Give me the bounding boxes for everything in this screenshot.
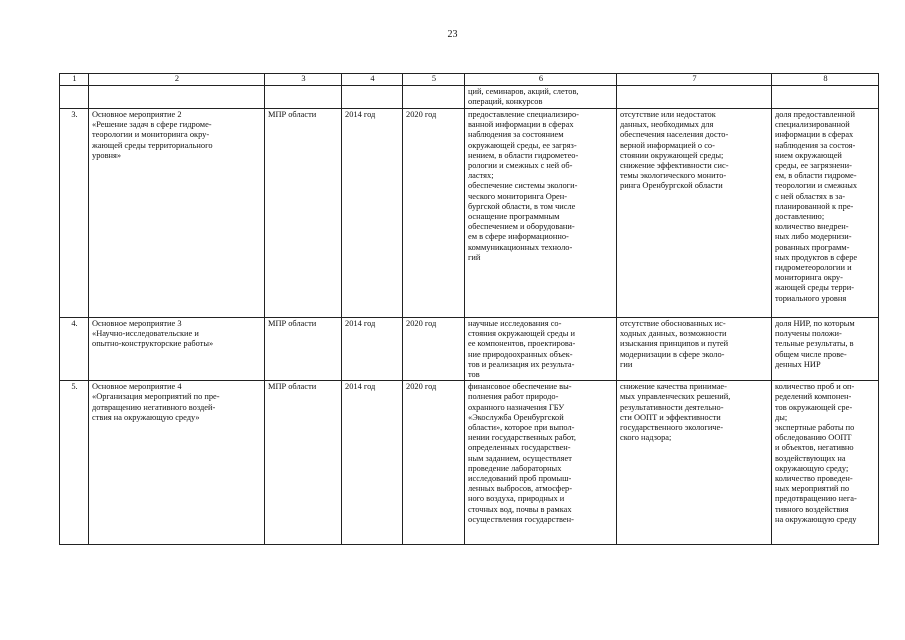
text-line: ем в сфере информационно- [468,232,569,242]
text-line: обеспечением и оборудовани- [468,222,575,232]
text-line: ленных выбросов, атмосфер- [468,484,573,494]
table-cell [403,86,465,109]
text-line: изыскания принципов и путей [620,339,729,349]
text-line: тов и реализация их результа- [468,359,575,369]
text-line: воздействующих на [775,453,846,463]
text-line: наблюдения за состоянием [468,130,564,140]
text-line: ее компонентов, проектирова- [468,339,576,349]
text-line: обследованию ООПТ [775,433,852,443]
text-line: предоставление специализиро- [468,110,579,119]
text-line: охранного назначения ГБУ [468,402,565,412]
text-line: государственного экологиче- [620,423,724,433]
text-line: научные исследования со- [468,319,562,328]
text-line: наблюдения за состоя- [775,140,856,150]
text-line: Основное мероприятие 2 [92,110,182,119]
text-line: стоянии окружающей среды; [620,150,724,160]
text-line: ского надзора; [620,433,672,443]
table-row [60,381,879,545]
text-line: исследований проб промыш- [468,474,572,484]
text-line: операций, конкурсов [468,97,543,107]
text-line: ем, в области гидроме- [775,171,857,181]
text-line: бургской области, в том числе [468,201,576,211]
text-line: нием окружающей [775,150,842,160]
text-line: полнения работ природо- [468,392,559,402]
expected-result-cell [465,109,617,318]
text-line: ческого мониторинга Орен- [468,191,568,201]
text-line: ределений компонен- [775,392,852,402]
header-row [60,74,879,86]
text-line: оснащение программным [468,212,560,222]
table-cell [617,86,772,109]
text-line: доля предоставленной [775,110,855,119]
text-line: «Научно-исследовательские и [92,329,199,339]
row-number: 5. [60,381,89,545]
text-line: определенных государствен- [468,443,571,453]
row-number: 4. [60,318,89,381]
text-line: денных НИР [775,359,821,369]
expected-result-cell [465,381,617,545]
text-line: ринга Оренбургской области [620,181,723,191]
text-line: обеспечение системы экологи- [468,181,578,191]
text-line: сточных вод, почвы в рамках [468,504,572,514]
text-line: жающей среды терри- [775,283,855,293]
end-year: 2020 год [403,318,465,381]
text-line: тов окружающей сре- [775,402,853,412]
text-line: ние природоохранных объек- [468,349,573,359]
text-line: доставлению; [775,212,825,222]
text-line: нением, в области гидрометео- [468,150,579,160]
text-line: количество проведен- [775,474,853,484]
start-year: 2014 год [342,109,403,318]
table-row [60,109,879,318]
text-line: окружающей среды, ее загряз- [468,140,577,150]
start-year: 2014 год [342,318,403,381]
column-header: 2 [89,74,265,86]
text-line: ций, семинаров, акций, слетов, [468,87,579,96]
event-name-cell [89,109,265,318]
text-line: снижение качества принимае- [620,382,727,392]
event-name-cell [89,318,265,381]
text-line: с ней областях в за- [775,191,845,201]
row-number: 3. [60,109,89,318]
text-line: коммуникационных техноло- [468,242,573,252]
text-line: опытно-конструкторские работы» [92,339,214,349]
text-line: ванной информации в сферах [468,120,574,130]
consequences-cell [617,381,772,545]
text-line: тивного воздействия [775,504,849,514]
text-line: нении государственных работ, [468,433,577,443]
text-line: результативности деятельно- [620,402,724,412]
text-line: ториального уровня [775,293,847,303]
text-line: верной информацией о со- [620,140,715,150]
measures-table [59,73,879,545]
expected-result-cell [465,318,617,381]
indicators-cell [772,381,879,545]
text-line: отсутствие обоснованных ис- [620,319,726,328]
page-number: 23 [447,29,458,40]
text-line: количество внедрен- [775,222,849,232]
text-line: ных мероприятий по [775,484,850,494]
consequences-cell [617,318,772,381]
text-line: доля НИР, по которым [775,319,855,328]
text-line: количество проб и оп- [775,382,855,392]
text-line: «Организация мероприятий по пре- [92,392,220,402]
text-line: экспертные работы по [775,423,855,433]
text-line: ствия на окружающую среду» [92,412,200,422]
text-line: уровня» [92,150,122,160]
column-header: 1 [60,74,89,86]
text-line: планированной к пре- [775,201,854,211]
table-cell [342,86,403,109]
text-line: ластях; [468,171,494,181]
table-cell [60,86,89,109]
text-line: окружающую среду; [775,463,849,473]
text-line: ды; [775,412,788,422]
text-line: стояния окружающей среды и [468,329,575,339]
column-header: 4 [342,74,403,86]
text-line: рологии и смежных с ней об- [468,161,573,171]
text-line: проведение лабораторных [468,463,562,473]
start-year: 2014 год [342,381,403,545]
text-line: области», которое при выпол- [468,423,575,433]
text-line: тов [468,370,480,380]
text-line: ходных данных, возможности [620,329,727,339]
consequences-cell [617,109,772,318]
text-line: предотвращению нега- [775,494,857,504]
table-cell [265,86,342,109]
text-line: ных либо модернизи- [775,232,852,242]
text-line: теорологии и смежных [775,181,858,191]
column-header: 5 [403,74,465,86]
text-line: снижение эффективности сис- [620,161,729,171]
text-line: финансовое обеспечение вы- [468,382,572,392]
text-line: данных, необходимых для [620,120,714,130]
continuation-result-cell [465,86,617,109]
text-line: Основное мероприятие 4 [92,382,182,392]
text-line: отсутствие или недостаток [620,110,716,119]
text-line: ных продуктов в сфере [775,252,858,262]
text-line: сти ООПТ и эффективности [620,412,721,422]
text-line: дотвращению негативного воздей- [92,402,216,412]
table-row [60,318,879,381]
text-line: гидрометеорологии и [775,263,852,273]
responsible-org: МПР области [265,381,342,545]
continuation-row [60,86,879,109]
text-line: обеспечения населения досто- [620,130,729,140]
text-line: «Решение задач в сфере гидроме- [92,120,212,130]
text-line: мых управленческих решений, [620,392,731,402]
column-header: 7 [617,74,772,86]
text-line: специализированной [775,120,850,130]
text-line: теорологии и мониторинга окру- [92,130,210,140]
text-line: и объектов, негативно [775,443,854,453]
text-line: жающей среды территориального [92,140,213,150]
responsible-org: МПР области [265,318,342,381]
text-line: рованных программ- [775,242,850,252]
text-line: среды, ее загрязнени- [775,161,852,171]
indicators-cell [772,318,879,381]
end-year: 2020 год [403,381,465,545]
end-year: 2020 год [403,109,465,318]
column-header: 3 [265,74,342,86]
text-line: темы экологического монито- [620,171,727,181]
text-line: мониторинга окру- [775,273,843,283]
event-name-cell [89,381,265,545]
text-line: на окружающую среду [775,514,857,524]
text-line: гии [620,359,633,369]
table-cell [772,86,879,109]
text-line: информации в сферах [775,130,854,140]
text-line: осуществления государствен- [468,514,574,524]
indicators-cell [772,109,879,318]
text-line: общем числе прове- [775,349,847,359]
responsible-org: МПР области [265,109,342,318]
text-line: ным заданием, осуществляет [468,453,572,463]
text-line: тельные результаты, в [775,339,854,349]
column-header: 6 [465,74,617,86]
text-line: модернизации в сфере эколо- [620,349,725,359]
text-line: гий [468,252,481,262]
text-line: Основное мероприятие 3 [92,319,182,328]
table-cell [89,86,265,109]
text-line: получены положи- [775,329,842,339]
text-line: «Экослужба Оренбургской [468,412,564,422]
text-line: ного воздуха, природных и [468,494,565,504]
column-header: 8 [772,74,879,86]
